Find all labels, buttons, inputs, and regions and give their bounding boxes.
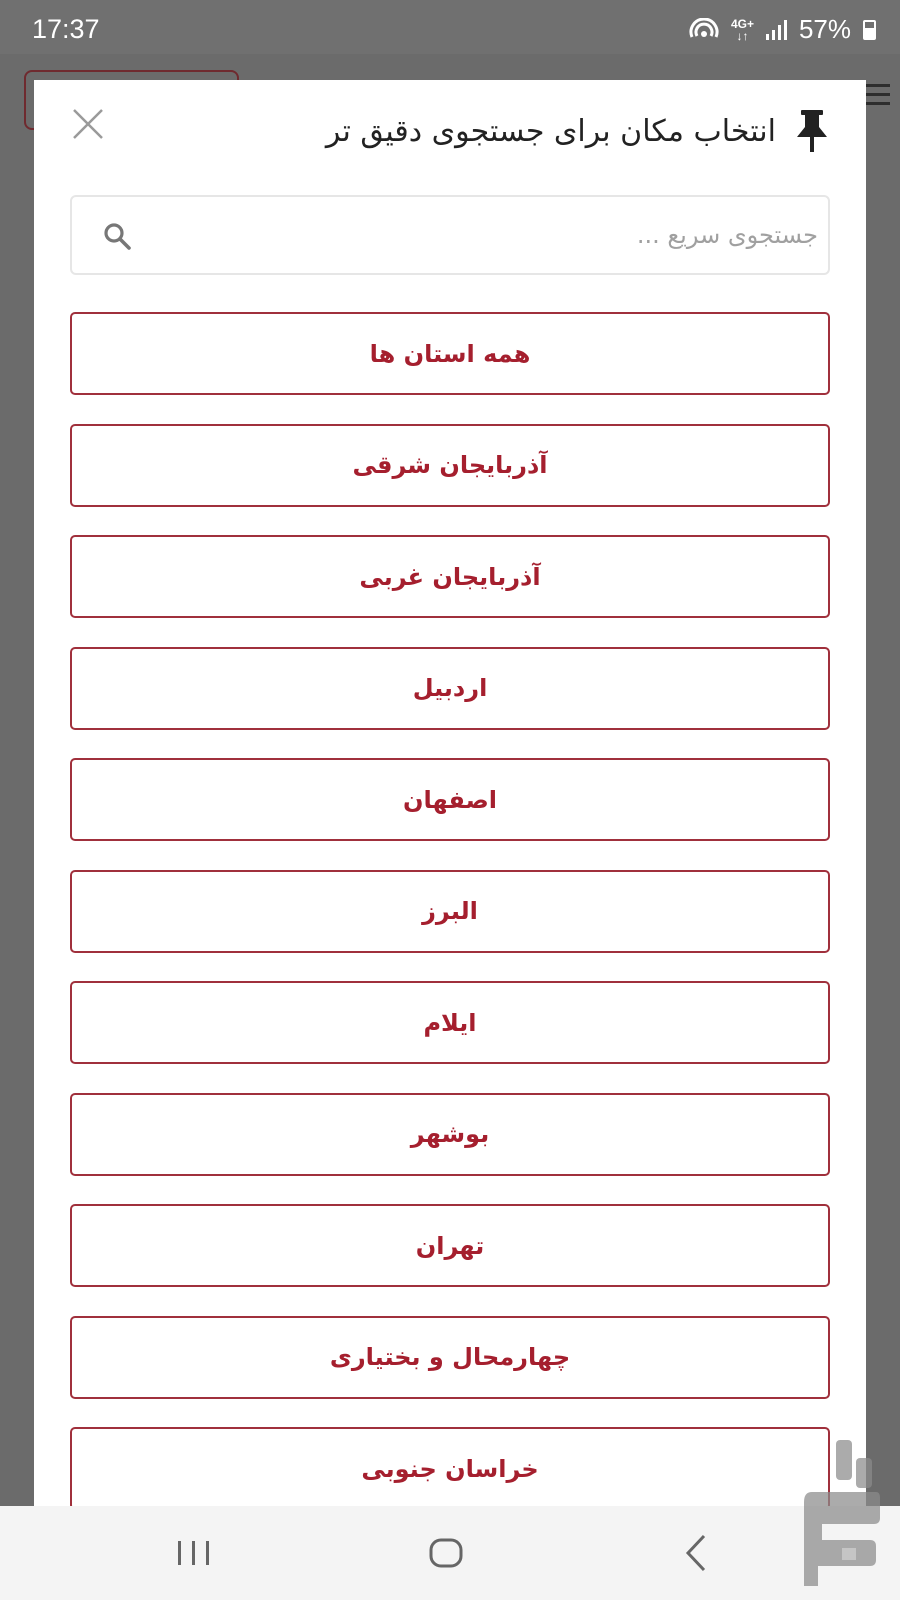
province-item-west-azerbaijan[interactable] [70,535,830,618]
app-logo-watermark [792,1436,884,1588]
province-label: همه استان ها [369,339,531,368]
status-bar [0,0,900,54]
province-item-chaharmahal[interactable] [70,1316,830,1399]
location-modal [34,80,866,1506]
province-item-tehran[interactable] [70,1204,830,1287]
recents-icon[interactable] [176,1539,212,1567]
hotspot-icon [689,18,719,42]
province-label: ایلام [423,1008,477,1037]
province-label: آذربایجان غربی [359,562,541,591]
pin-icon [792,110,832,152]
search-input[interactable] [142,197,818,273]
signal-icon [766,20,787,40]
province-list [70,312,830,1506]
modal-header [34,80,866,190]
province-item-bushehr[interactable] [70,1093,830,1176]
province-item-ardabil[interactable] [70,647,830,730]
province-label: آذربایجان شرقی [352,451,548,479]
navigation-bar [0,1506,900,1600]
province-item-south-khorasan[interactable] [70,1427,830,1506]
province-item-alborz[interactable] [70,870,830,953]
province-item-all[interactable] [70,312,830,395]
back-icon[interactable] [684,1533,708,1573]
province-item-isfahan[interactable] [70,758,830,841]
search-box [70,195,830,275]
status-icons [689,14,876,45]
battery-percent: 57% [798,14,851,44]
province-label: البرز [422,897,478,925]
province-item-ilam[interactable] [70,981,830,1064]
home-icon[interactable] [428,1535,464,1571]
province-label: اصفهان [402,785,498,814]
province-label: اردبیل [412,674,488,702]
battery-icon [863,20,876,40]
province-item-east-azerbaijan[interactable] [70,424,830,507]
province-label: تهران [415,1231,485,1260]
modal-title: انتخاب مکان برای جستجوی دقیق تر [325,113,776,149]
network-type: 4G+ ↓↑ [730,16,754,43]
title-wrap [326,110,832,152]
province-label: چهارمحال و بختیاری [329,1343,571,1371]
close-icon[interactable] [70,106,106,142]
background-menu-icon [866,84,890,111]
status-time: 17:37 [32,14,100,44]
province-label: بوشهر [410,1120,490,1148]
search-icon[interactable] [102,221,132,251]
province-label: خراسان جنوبی [361,1454,539,1483]
